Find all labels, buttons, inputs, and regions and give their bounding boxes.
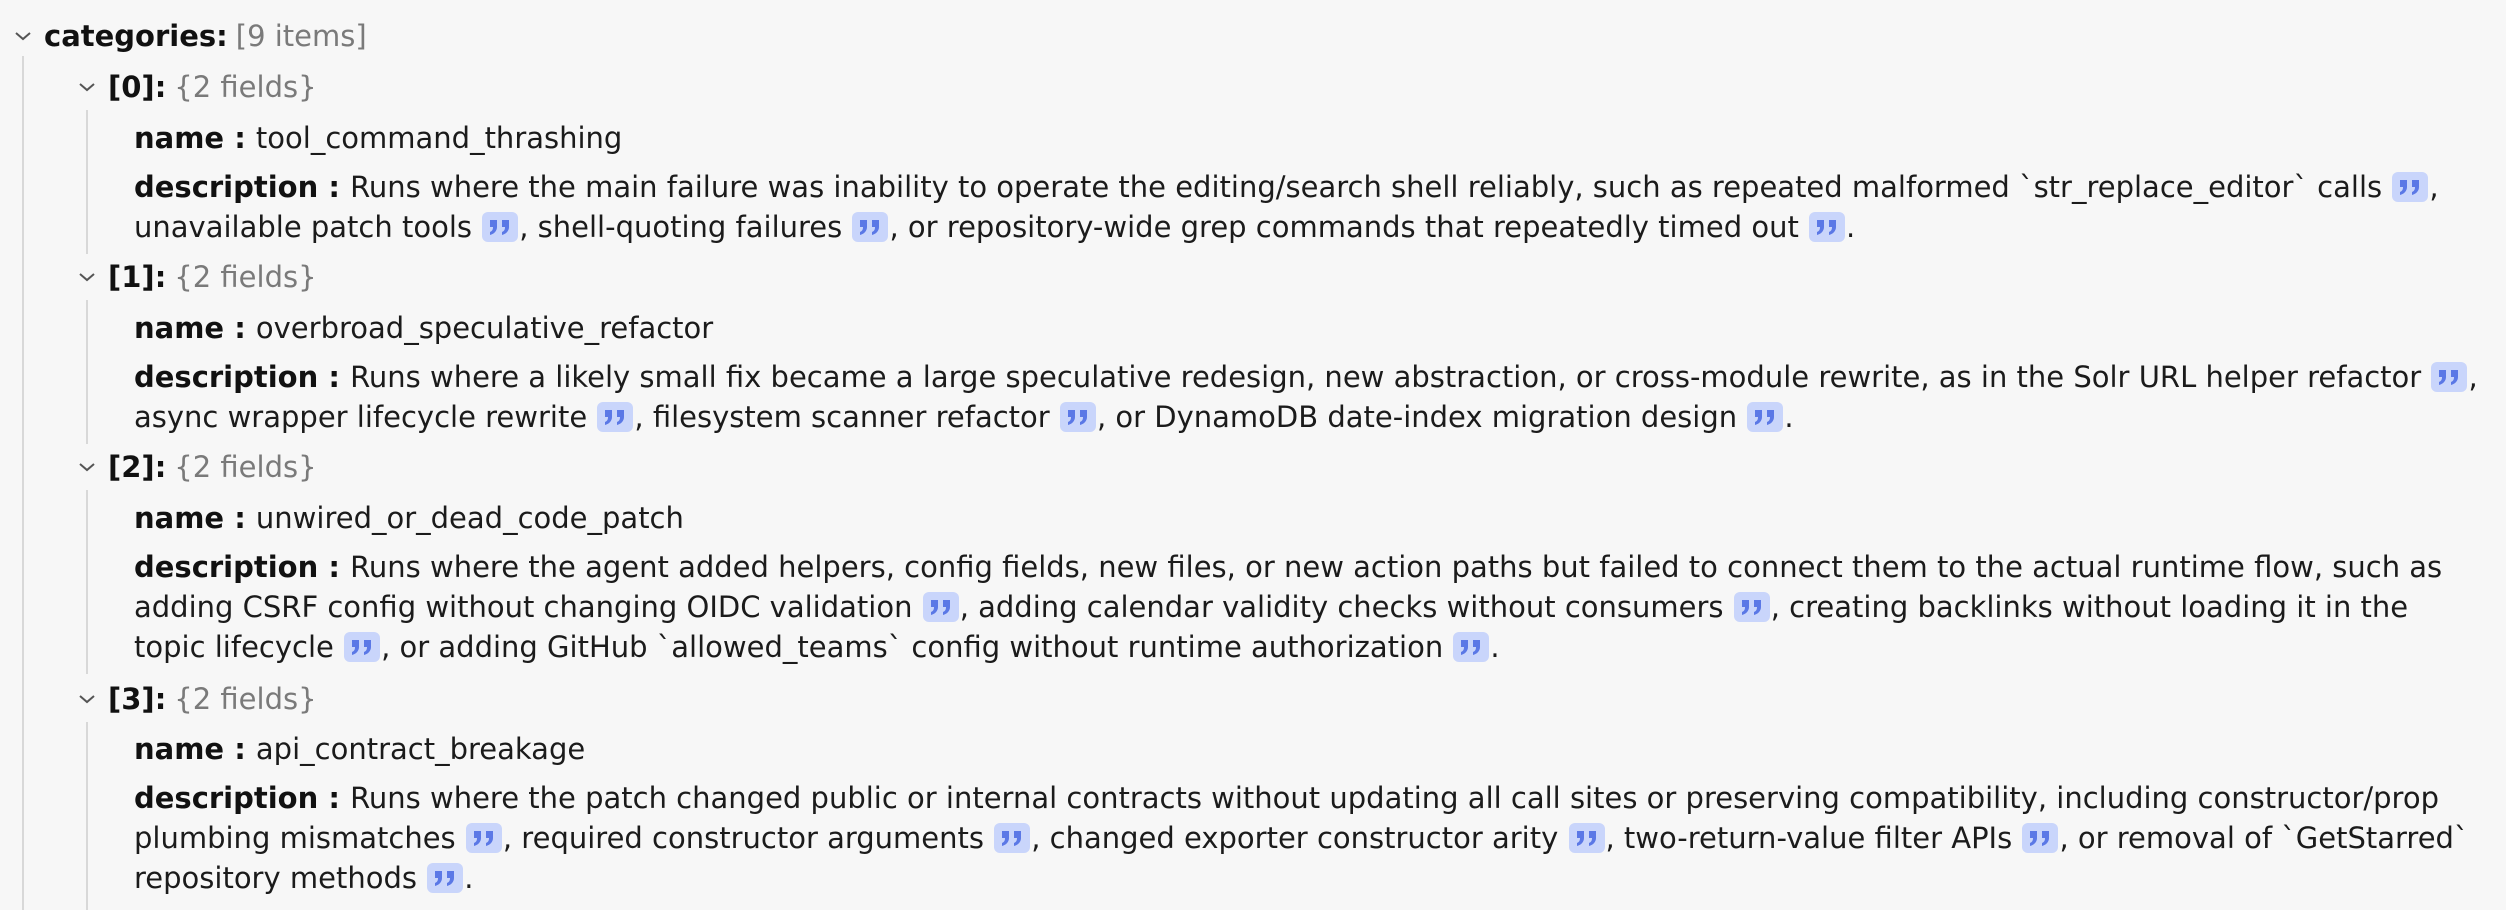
chevron-down-icon[interactable] — [76, 76, 98, 98]
description-text: , or DynamoDB date-index migration design — [1096, 400, 1738, 434]
chevron-down-icon[interactable] — [76, 688, 98, 710]
field-key: name — [134, 311, 225, 345]
description-text: , filesystem scanner refactor — [634, 400, 1050, 434]
tree-node-item-2[interactable] — [76, 447, 317, 487]
field-name: name : unwired_or_dead_code_patch — [134, 501, 684, 535]
quote-citation-icon[interactable] — [994, 823, 1030, 853]
node-field-count: {2 fields} — [174, 70, 317, 104]
tree-guide-line — [86, 110, 88, 254]
quote-citation-icon[interactable] — [1453, 632, 1489, 662]
description-text: , changed exporter constructor arity — [1031, 821, 1559, 855]
quote-citation-icon[interactable] — [1734, 592, 1770, 622]
node-field-count: {2 fields} — [174, 682, 317, 716]
quote-citation-icon[interactable] — [344, 632, 380, 662]
description-text: , two-return-value filter APIs — [1605, 821, 2013, 855]
description-text: Runs where a likely small fix became a large speculative redesign, new abstraction, or cross-module rewrite, as in the Solr URL helper refactor — [350, 360, 2422, 394]
field-key: name — [134, 501, 225, 535]
tree-node-item-3[interactable] — [76, 679, 317, 719]
node-index: [3]: — [108, 682, 167, 716]
description-text: , unavailable patch tools — [134, 170, 2439, 244]
quote-citation-icon[interactable] — [2392, 172, 2428, 202]
quote-citation-icon[interactable] — [597, 402, 633, 432]
quote-citation-icon[interactable] — [852, 212, 888, 242]
chevron-down-icon[interactable] — [76, 456, 98, 478]
chevron-down-icon[interactable] — [76, 266, 98, 288]
field-value[interactable]: tool_command_thrashing — [255, 121, 623, 155]
field-key: name — [134, 732, 225, 766]
tree-guide-line — [86, 300, 88, 444]
quote-citation-icon[interactable] — [2022, 823, 2058, 853]
node-index: [2]: — [108, 450, 167, 484]
field-key: name — [134, 121, 225, 155]
field-key: description — [134, 170, 319, 204]
quote-citation-icon[interactable] — [466, 823, 502, 853]
field-value[interactable]: overbroad_speculative_refactor — [255, 311, 714, 345]
description-text: , async wrapper lifecycle rewrite — [134, 360, 2478, 434]
field-description: description : Runs where the agent added helpers, config fields, new files, or new action paths but failed to connect them to the actual runtime flow, such as adding CSRF config without changing OIDC validation , adding calendar validity checks without consumers , creating backlinks without loading it in the topic lifecycle , or adding GitHub `allowed_teams` config without runtime authorization . — [134, 550, 2443, 664]
description-text: Runs where the main failure was inability to operate the editing/search shell reliably, such as repeated malformed `str_replace_editor` calls — [350, 170, 2383, 204]
description-text: . — [1490, 630, 1500, 664]
quote-citation-icon[interactable] — [427, 863, 463, 893]
description-text: . — [1784, 400, 1794, 434]
description-text: Runs where the agent added helpers, config fields, new files, or new action paths but failed to connect them to the actual runtime flow, such as adding CSRF config without changing OIDC validation — [134, 550, 2443, 624]
node-index: [0]: — [108, 70, 167, 104]
quote-citation-icon[interactable] — [923, 592, 959, 622]
quote-citation-icon[interactable] — [1809, 212, 1845, 242]
field-key: description — [134, 550, 319, 584]
tree-node-item-0[interactable] — [76, 67, 317, 107]
field-description: description : Runs where a likely small fix became a large speculative redesign, new abstraction, or cross-module rewrite, as in the Solr URL helper refactor , async wrapper lifecycle rewrite , filesystem scanner refactor , or DynamoDB date-index migration design . — [134, 360, 2478, 434]
node-item-count: [9 items] — [235, 19, 367, 53]
description-text: , creating backlinks without loading it in the topic lifecycle — [134, 590, 2409, 664]
node-index: [1]: — [108, 260, 167, 294]
quote-citation-icon[interactable] — [482, 212, 518, 242]
quote-citation-icon[interactable] — [1569, 823, 1605, 853]
quote-citation-icon[interactable] — [1060, 402, 1096, 432]
field-key: description — [134, 360, 319, 394]
quote-citation-icon[interactable] — [1747, 402, 1783, 432]
tree-guide-line — [22, 56, 24, 910]
chevron-down-icon[interactable] — [12, 25, 34, 47]
description-text: , or removal of `GetStarred` repository methods — [134, 821, 2469, 895]
field-key: description — [134, 781, 319, 815]
description-text: . — [1846, 210, 1856, 244]
field-name: name : overbroad_speculative_refactor — [134, 311, 714, 345]
field-name: name : tool_command_thrashing — [134, 121, 623, 155]
tree-guide-line — [86, 490, 88, 674]
tree-node-item-1[interactable] — [76, 257, 317, 297]
node-field-count: {2 fields} — [174, 260, 317, 294]
field-description: description : Runs where the main failure was inability to operate the editing/search shell reliably, such as repeated malformed `str_replace_editor` calls , unavailable patch tools , shell-quoting failures , or repository-wide grep commands that repeatedly timed out . — [134, 170, 2439, 244]
tree-guide-line — [86, 722, 88, 910]
field-description: description : Runs where the patch changed public or internal contracts without updating all call sites or preserving compatibility, including constructor/prop plumbing mismatches , required constructor arguments , changed exporter constructor arity , two-return-value filter APIs , or removal of `GetStarred` repository methods . — [134, 781, 2469, 895]
tree-node-categories[interactable] — [12, 16, 367, 56]
description-text: Runs where the patch changed public or internal contracts without updating all call sites or preserving compatibility, including constructor/prop plumbing mismatches — [134, 781, 2439, 855]
quote-citation-icon[interactable] — [2431, 362, 2467, 392]
description-text: , shell-quoting failures — [519, 210, 843, 244]
description-text: , or repository-wide grep commands that repeatedly timed out — [889, 210, 1799, 244]
description-text: , or adding GitHub `allowed_teams` config without runtime authorization — [381, 630, 1444, 664]
field-name: name : api_contract_breakage — [134, 732, 586, 766]
node-field-count: {2 fields} — [174, 450, 317, 484]
node-key: categories: — [44, 19, 228, 53]
description-text: , required constructor arguments — [502, 821, 985, 855]
field-value[interactable]: api_contract_breakage — [255, 732, 586, 766]
description-text: . — [464, 861, 474, 895]
field-value[interactable]: unwired_or_dead_code_patch — [255, 501, 684, 535]
description-text: , adding calendar validity checks without consumers — [959, 590, 1724, 624]
